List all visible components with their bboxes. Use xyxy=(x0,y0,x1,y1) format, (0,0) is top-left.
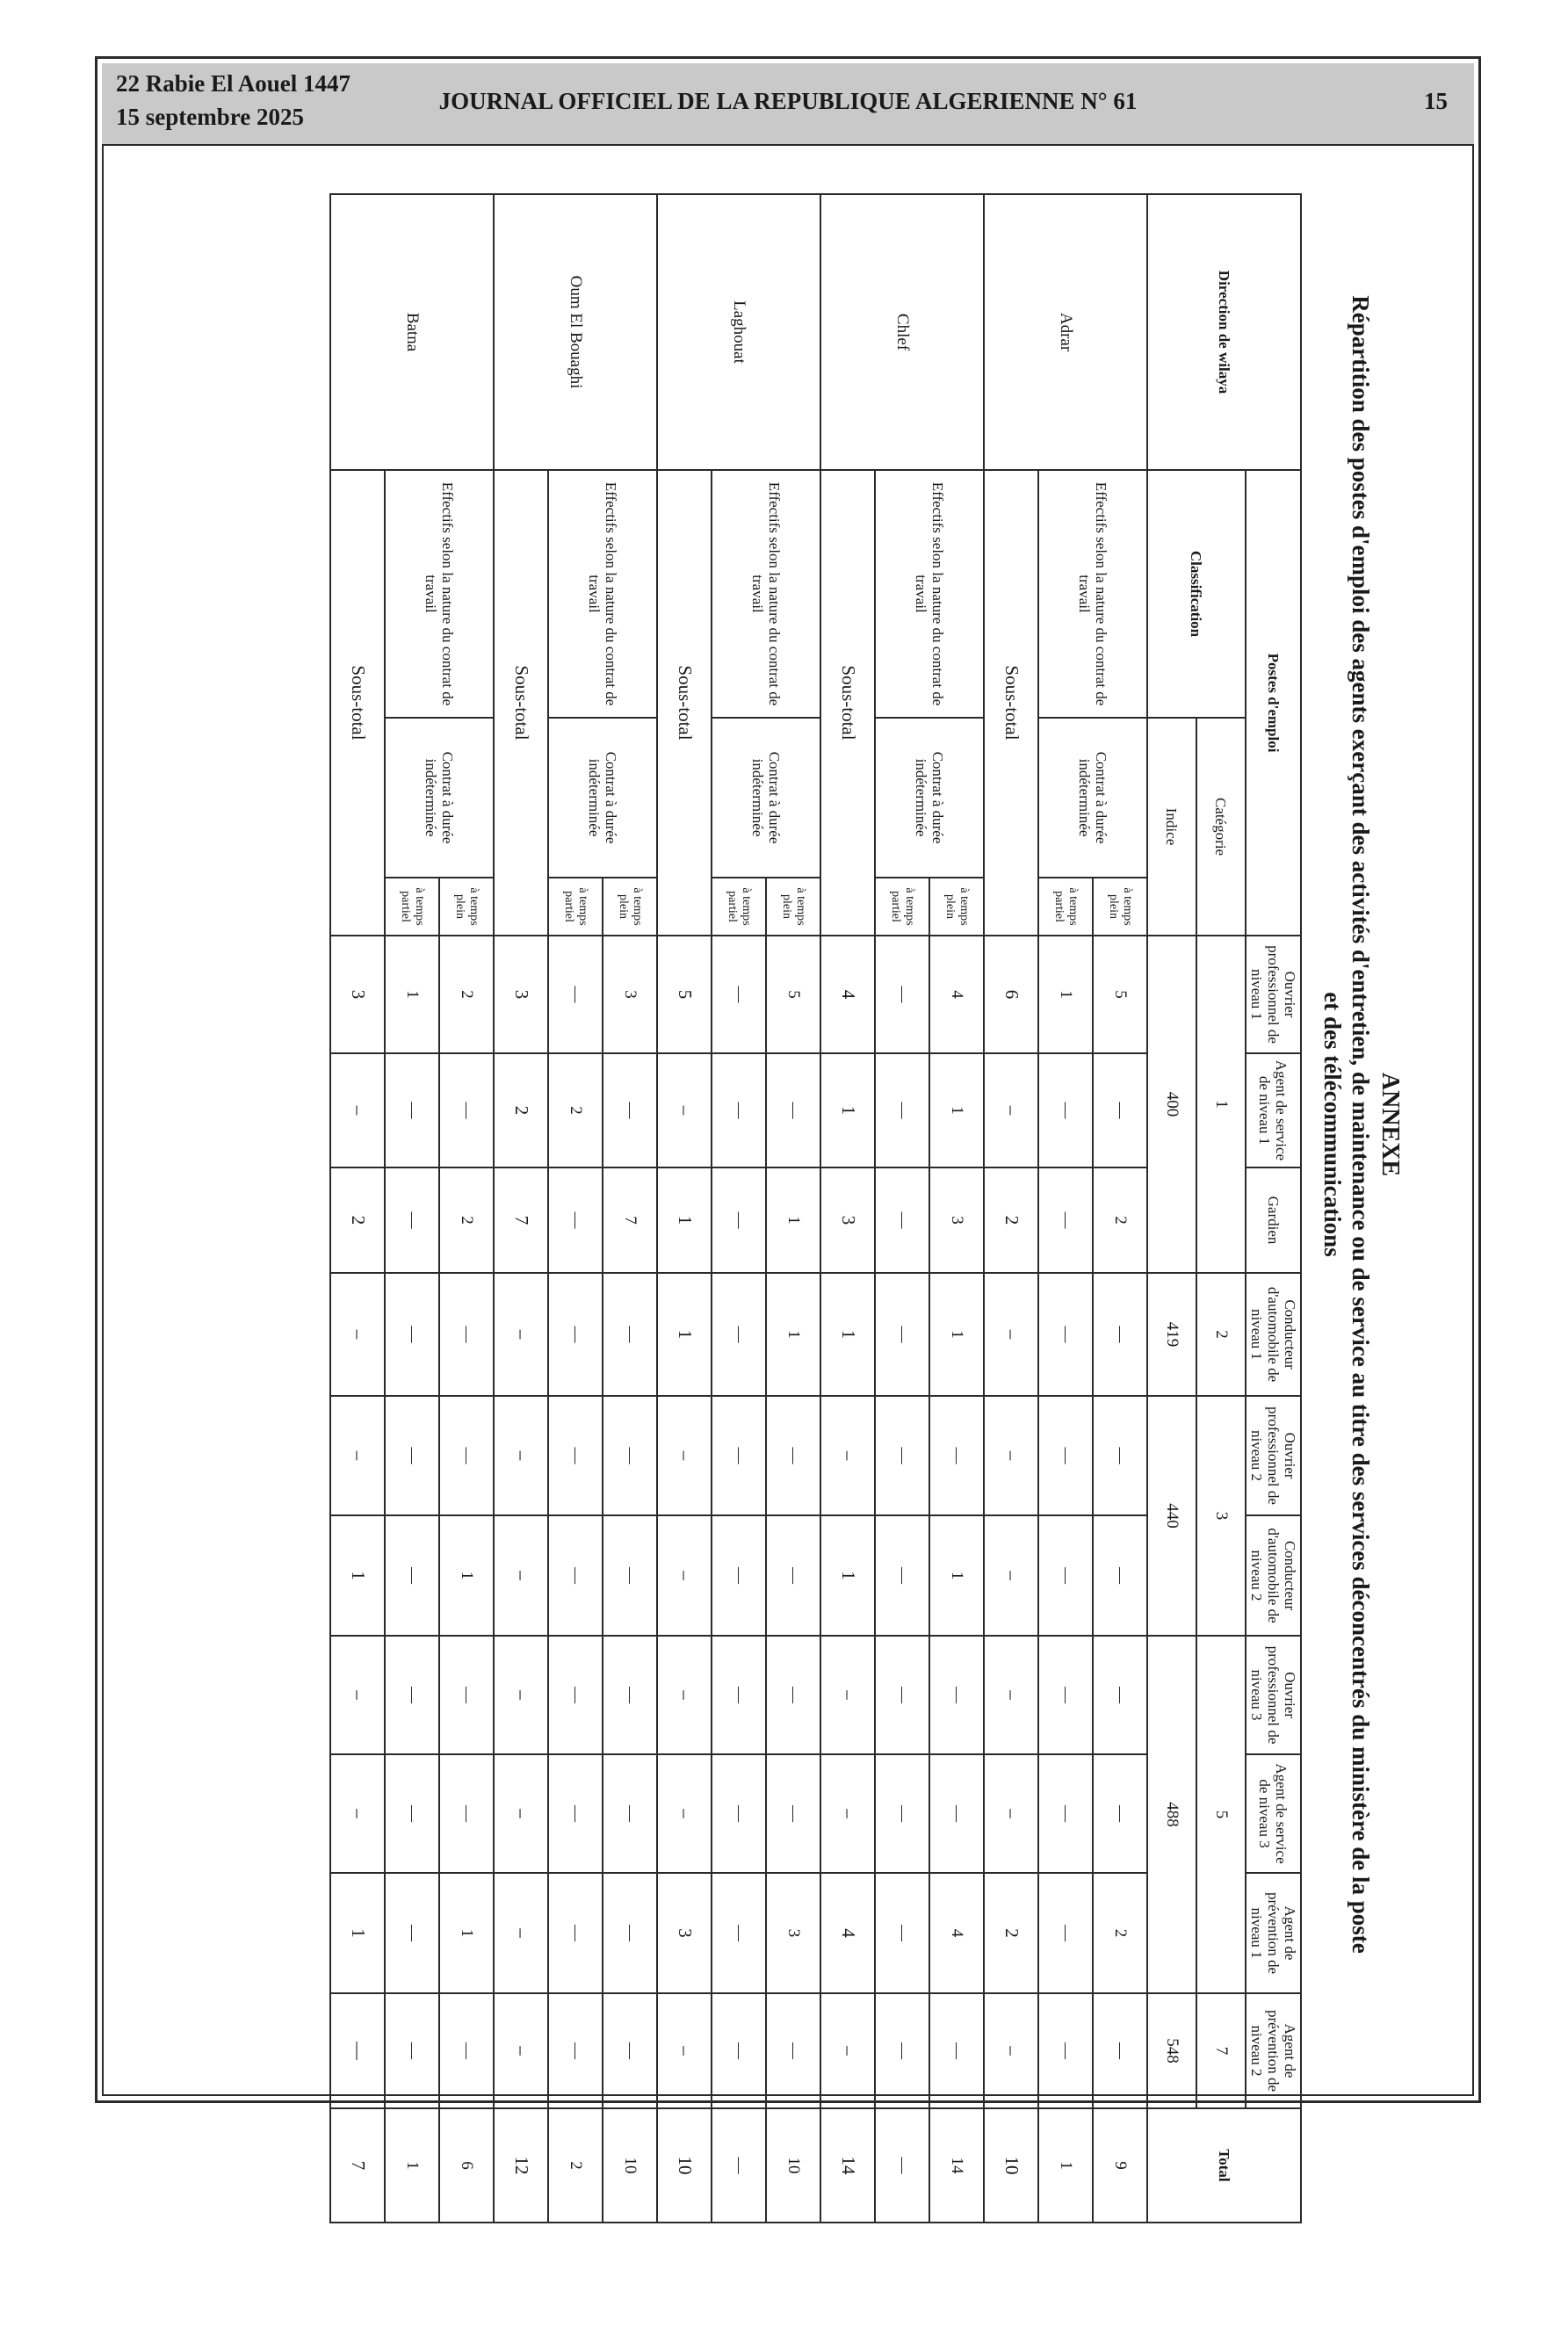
cell-plein: — xyxy=(929,1396,984,1515)
col-total-header: Total xyxy=(1147,2108,1301,2223)
cell-plein: — xyxy=(603,1273,657,1396)
cell-sous-total: — xyxy=(330,1993,385,2108)
cell-partiel: — xyxy=(712,1396,766,1515)
cell-partiel: — xyxy=(712,1515,766,1636)
cell-partiel: 1 xyxy=(385,2108,439,2223)
cell-partiel: — xyxy=(548,1873,603,1993)
cell-partiel: — xyxy=(875,1993,929,2108)
cell-sous-total: 6 xyxy=(984,936,1038,1053)
cell-partiel: — xyxy=(712,1993,766,2108)
cell-partiel: — xyxy=(1038,1167,1093,1273)
cell-plein: — xyxy=(1093,1515,1147,1636)
cell-partiel: — xyxy=(712,1167,766,1273)
indice-value-0: 400 xyxy=(1147,936,1196,1273)
cell-sous-total: – xyxy=(984,1396,1038,1515)
cell-sous-total: – xyxy=(657,1993,712,2108)
plein-label: à temps plein xyxy=(1093,878,1147,936)
poste-header-6: Ouvrier professionnel de niveau 3 xyxy=(1246,1636,1301,1754)
categorie-header: Catégorie xyxy=(1196,718,1246,936)
cell-sous-total: – xyxy=(330,1273,385,1396)
cell-sous-total: – xyxy=(820,1396,875,1515)
cell-sous-total: – xyxy=(984,1515,1038,1636)
cell-partiel: — xyxy=(875,1515,929,1636)
cell-partiel: — xyxy=(385,1873,439,1993)
cell-plein: 4 xyxy=(929,1873,984,1993)
cell-sous-total: 5 xyxy=(657,936,712,1053)
categorie-value-2: 3 xyxy=(1196,1396,1246,1636)
cell-plein: — xyxy=(929,1993,984,2108)
cell-sous-total: 10 xyxy=(657,2108,712,2223)
cell-sous-total: 1 xyxy=(657,1273,712,1396)
cell-sous-total: 2 xyxy=(494,1053,548,1167)
cell-plein: — xyxy=(766,1515,820,1636)
cell-partiel: — xyxy=(1038,1515,1093,1636)
annex-table xyxy=(329,193,1302,2342)
cell-plein: — xyxy=(1093,1053,1147,1167)
cell-plein: 3 xyxy=(766,1873,820,1993)
contrat-label: Contrat à durée indéterminée xyxy=(385,718,494,878)
cell-partiel: — xyxy=(875,1636,929,1754)
plein-label: à temps plein xyxy=(439,878,494,936)
cell-plein: — xyxy=(439,1053,494,1167)
cell-sous-total: – xyxy=(820,1754,875,1873)
cell-plein: 2 xyxy=(1093,1873,1147,1993)
cell-sous-total: 3 xyxy=(820,1167,875,1273)
cell-partiel: — xyxy=(712,1754,766,1873)
cell-sous-total: – xyxy=(820,1636,875,1754)
cell-partiel: — xyxy=(712,1273,766,1396)
cell-partiel: — xyxy=(1038,1273,1093,1396)
annexe-title-line2: et des télécommunications xyxy=(1319,992,1346,1257)
cell-partiel: — xyxy=(1038,1754,1093,1873)
cell-sous-total: 1 xyxy=(657,1167,712,1273)
cell-partiel: — xyxy=(548,1754,603,1873)
cell-plein: — xyxy=(766,1993,820,2108)
cell-sous-total: – xyxy=(984,1993,1038,2108)
table-row xyxy=(439,194,494,2341)
cell-sous-total: – xyxy=(494,1873,548,1993)
partiel-label: à temps partiel xyxy=(875,878,929,936)
poste-header-9: Agent de prévention de niveau 2 xyxy=(1246,1993,1301,2108)
cell-plein: 3 xyxy=(929,1167,984,1273)
cell-sous-total: 3 xyxy=(657,1873,712,1993)
cell-plein: 6 xyxy=(439,2108,494,2223)
contrat-label: Contrat à durée indéterminée xyxy=(548,718,657,878)
cell-sous-total: 2 xyxy=(984,1873,1038,1993)
cell-plein: 10 xyxy=(603,2108,657,2223)
cell-partiel: — xyxy=(712,1873,766,1993)
cell-sous-total: – xyxy=(984,1636,1038,1754)
cell-sous-total: – xyxy=(657,1396,712,1515)
plein-label: à temps plein xyxy=(929,878,984,936)
cell-sous-total: 1 xyxy=(820,1053,875,1167)
cell-sous-total: 1 xyxy=(820,1273,875,1396)
table-row-subtotal xyxy=(657,194,712,2341)
cell-plein: — xyxy=(1093,1273,1147,1396)
partiel-label: à temps partiel xyxy=(548,878,603,936)
cell-partiel: — xyxy=(875,1167,929,1273)
cell-plein: — xyxy=(439,1273,494,1396)
cell-sous-total: 1 xyxy=(330,1515,385,1636)
sous-total-label: Sous-total xyxy=(984,470,1038,936)
categorie-value-4: 7 xyxy=(1196,1993,1246,2108)
cell-partiel: — xyxy=(548,1515,603,1636)
cell-plein: — xyxy=(603,1636,657,1754)
categorie-value-3: 5 xyxy=(1196,1636,1246,1993)
indice-value-3: 488 xyxy=(1147,1636,1196,1993)
cell-partiel: — xyxy=(548,1167,603,1273)
cell-sous-total: – xyxy=(494,1636,548,1754)
cell-partiel: 1 xyxy=(385,936,439,1053)
cell-plein: — xyxy=(439,1754,494,1873)
cell-partiel: — xyxy=(1038,1053,1093,1167)
wilaya-name: Oum El Bouaghi xyxy=(494,194,657,470)
indice-value-4: 548 xyxy=(1147,1993,1196,2108)
cell-sous-total: – xyxy=(494,1273,548,1396)
cell-partiel: — xyxy=(712,2108,766,2223)
partiel-label: à temps partiel xyxy=(385,878,439,936)
table-row-subtotal xyxy=(330,194,385,2341)
cell-plein: — xyxy=(1093,1993,1147,2108)
annexe-label: ANNEXE xyxy=(1377,1072,1404,1177)
cell-partiel: — xyxy=(548,1636,603,1754)
contrat-label: Contrat à durée indéterminée xyxy=(712,718,820,878)
cell-partiel: — xyxy=(385,1273,439,1396)
cell-sous-total: – xyxy=(657,1754,712,1873)
cell-partiel: — xyxy=(385,1636,439,1754)
cell-partiel: — xyxy=(548,1993,603,2108)
cell-plein: 14 xyxy=(929,2108,984,2223)
cell-plein: 5 xyxy=(766,936,820,1053)
effectifs-label: Effectifs selon la nature du contrat de travail xyxy=(875,470,984,718)
table-row xyxy=(766,194,820,2341)
poste-header-3: Conducteur d'automobile de niveau 1 xyxy=(1246,1273,1301,1396)
cell-sous-total: – xyxy=(984,1053,1038,1167)
sous-total-label: Sous-total xyxy=(657,470,712,936)
cell-plein: — xyxy=(603,1515,657,1636)
cell-sous-total: – xyxy=(494,1396,548,1515)
cell-sous-total: 4 xyxy=(820,1873,875,1993)
cell-sous-total: 1 xyxy=(330,1873,385,1993)
cell-plein: 1 xyxy=(766,1167,820,1273)
col-direction-header: Direction de wilaya xyxy=(1147,194,1301,470)
cell-sous-total: – xyxy=(330,1396,385,1515)
annexe-title-line1: Répartition des postes d'emploi des agents exerçant des activités d'entretien, de maintenance ou de service au titre des services déconcentrés du ministère de la poste xyxy=(1348,295,1374,1954)
cell-plein: — xyxy=(439,1636,494,1754)
cell-plein: — xyxy=(603,1873,657,1993)
cell-plein: — xyxy=(603,1053,657,1167)
cell-plein: — xyxy=(929,1636,984,1754)
cell-partiel: — xyxy=(548,936,603,1053)
categorie-value-1: 2 xyxy=(1196,1273,1246,1396)
cell-plein: 7 xyxy=(603,1167,657,1273)
cell-plein: — xyxy=(766,1396,820,1515)
cell-plein: — xyxy=(766,1754,820,1873)
cell-partiel: — xyxy=(712,1636,766,1754)
indice-value-1: 419 xyxy=(1147,1273,1196,1396)
table-row-subtotal xyxy=(984,194,1038,2341)
cell-sous-total: – xyxy=(820,1993,875,2108)
cell-plein: 1 xyxy=(929,1515,984,1636)
plein-label: à temps plein xyxy=(603,878,657,936)
cell-sous-total: 3 xyxy=(494,936,548,1053)
header-date-hijri: 22 Rabie El Aouel 1447 xyxy=(116,70,351,97)
cell-partiel: — xyxy=(875,1053,929,1167)
cell-plein: 1 xyxy=(929,1053,984,1167)
cell-partiel: — xyxy=(875,1396,929,1515)
cell-plein: 2 xyxy=(439,1167,494,1273)
sous-total-label: Sous-total xyxy=(820,470,875,936)
sous-total-label: Sous-total xyxy=(494,470,548,936)
cell-plein: — xyxy=(603,1993,657,2108)
table-row-subtotal xyxy=(820,194,875,2341)
cell-plein: — xyxy=(1093,1636,1147,1754)
cell-plein: 4 xyxy=(929,936,984,1053)
cell-sous-total: – xyxy=(657,1053,712,1167)
cell-plein: — xyxy=(766,1053,820,1167)
cell-partiel: — xyxy=(385,1396,439,1515)
partiel-label: à temps partiel xyxy=(1038,878,1093,936)
cell-partiel: — xyxy=(548,1396,603,1515)
header-journal-title: JOURNAL OFFICIEL DE LA REPUBLIQUE ALGERIENNE N° 61 xyxy=(438,88,1138,114)
effectifs-label: Effectifs selon la nature du contrat de travail xyxy=(712,470,820,718)
cell-plein: — xyxy=(929,1754,984,1873)
header-page-number: 15 xyxy=(1424,88,1448,114)
wilaya-name: Laghouat xyxy=(657,194,820,470)
cell-partiel: — xyxy=(875,1873,929,1993)
cell-plein: — xyxy=(439,1396,494,1515)
cell-sous-total: – xyxy=(984,1273,1038,1396)
cell-partiel: — xyxy=(548,1273,603,1396)
cell-partiel: — xyxy=(385,1515,439,1636)
poste-header-1: Agent de service de niveau 1 xyxy=(1246,1053,1301,1167)
journal-header xyxy=(102,63,1474,146)
contrat-label: Contrat à durée indéterminée xyxy=(875,718,984,878)
cell-sous-total: 7 xyxy=(494,1167,548,1273)
cell-plein: 2 xyxy=(439,936,494,1053)
poste-header-4: Ouvrier professionnel de niveau 2 xyxy=(1246,1396,1301,1515)
poste-header-5: Conducteur d'automobile de niveau 2 xyxy=(1246,1515,1301,1636)
table-row xyxy=(929,194,984,2341)
cell-plein: 3 xyxy=(603,936,657,1053)
cell-partiel: 2 xyxy=(548,1053,603,1167)
cell-partiel: — xyxy=(712,936,766,1053)
effectifs-label: Effectifs selon la nature du contrat de travail xyxy=(385,470,494,718)
cell-partiel: — xyxy=(875,1273,929,1396)
cell-sous-total: – xyxy=(494,1993,548,2108)
poste-header-0: Ouvrier professionnel de niveau 1 xyxy=(1246,936,1301,1053)
cell-sous-total: – xyxy=(330,1636,385,1754)
cell-plein: 1 xyxy=(439,1873,494,1993)
cell-plein: 9 xyxy=(1093,2108,1147,2223)
cell-sous-total: – xyxy=(984,1754,1038,1873)
cell-sous-total: 14 xyxy=(820,2108,875,2223)
cell-partiel: 1 xyxy=(1038,2108,1093,2223)
wilaya-name: Batna xyxy=(330,194,494,470)
cell-sous-total: – xyxy=(330,1053,385,1167)
cell-sous-total: 7 xyxy=(330,2108,385,2223)
cell-sous-total: – xyxy=(494,1754,548,1873)
plein-label: à temps plein xyxy=(766,878,820,936)
cell-sous-total: – xyxy=(657,1636,712,1754)
classification-header: Classification xyxy=(1147,470,1246,718)
cell-sous-total: 3 xyxy=(330,936,385,1053)
cell-plein: 10 xyxy=(766,2108,820,2223)
effectifs-label: Effectifs selon la nature du contrat de travail xyxy=(548,470,657,718)
header-date-gregorian: 15 septembre 2025 xyxy=(116,104,304,130)
cell-partiel: — xyxy=(875,2108,929,2223)
wilaya-table-body xyxy=(330,194,1147,2341)
cell-partiel: — xyxy=(1038,1873,1093,1993)
cell-sous-total: 1 xyxy=(820,1515,875,1636)
rotated-annex-content xyxy=(123,193,1405,2182)
effectifs-label: Effectifs selon la nature du contrat de travail xyxy=(1038,470,1147,718)
cell-sous-total: 10 xyxy=(984,2108,1038,2223)
poste-header-8: Agent de prévention de niveau 1 xyxy=(1246,1873,1301,1993)
indice-value-2: 440 xyxy=(1147,1396,1196,1636)
cell-partiel: — xyxy=(1038,1396,1093,1515)
cell-sous-total: 2 xyxy=(984,1167,1038,1273)
poste-header-7: Agent de service de niveau 3 xyxy=(1246,1754,1301,1873)
cell-sous-total: – xyxy=(657,1515,712,1636)
cell-partiel: — xyxy=(385,1754,439,1873)
cell-sous-total: – xyxy=(330,1754,385,1873)
cell-plein: 5 xyxy=(1093,936,1147,1053)
cell-plein: — xyxy=(439,1993,494,2108)
cell-partiel: — xyxy=(385,1053,439,1167)
cell-sous-total: 2 xyxy=(330,1167,385,1273)
sous-total-label: Sous-total xyxy=(330,470,385,936)
poste-header-2: Gardien xyxy=(1246,1167,1301,1273)
categorie-value-0: 1 xyxy=(1196,936,1246,1273)
cell-plein: 1 xyxy=(766,1273,820,1396)
col-postes-header: Postes d'emploi xyxy=(1246,470,1301,936)
cell-partiel: — xyxy=(1038,1993,1093,2108)
cell-sous-total: 12 xyxy=(494,2108,548,2223)
cell-plein: — xyxy=(603,1396,657,1515)
cell-plein: — xyxy=(603,1754,657,1873)
cell-partiel: — xyxy=(712,1053,766,1167)
cell-plein: 1 xyxy=(929,1273,984,1396)
cell-plein: 1 xyxy=(439,1515,494,1636)
indice-header: Indice xyxy=(1147,718,1196,936)
cell-plein: 2 xyxy=(1093,1167,1147,1273)
table-row xyxy=(603,194,657,2341)
cell-partiel: — xyxy=(385,1167,439,1273)
cell-partiel: — xyxy=(1038,1636,1093,1754)
cell-partiel: — xyxy=(875,936,929,1053)
wilaya-name: Chlef xyxy=(820,194,984,470)
table-row xyxy=(1093,194,1147,2341)
cell-sous-total: 4 xyxy=(820,936,875,1053)
cell-partiel: 2 xyxy=(548,2108,603,2223)
cell-partiel: — xyxy=(875,1754,929,1873)
cell-plein: — xyxy=(1093,1396,1147,1515)
wilaya-name: Adrar xyxy=(984,194,1147,470)
cell-plein: — xyxy=(1093,1754,1147,1873)
cell-plein: — xyxy=(766,1636,820,1754)
cell-sous-total: – xyxy=(494,1515,548,1636)
cell-partiel: 1 xyxy=(1038,936,1093,1053)
contrat-label: Contrat à durée indéterminée xyxy=(1038,718,1147,878)
table-row-subtotal xyxy=(494,194,548,2341)
partiel-label: à temps partiel xyxy=(712,878,766,936)
cell-partiel: — xyxy=(385,1993,439,2108)
